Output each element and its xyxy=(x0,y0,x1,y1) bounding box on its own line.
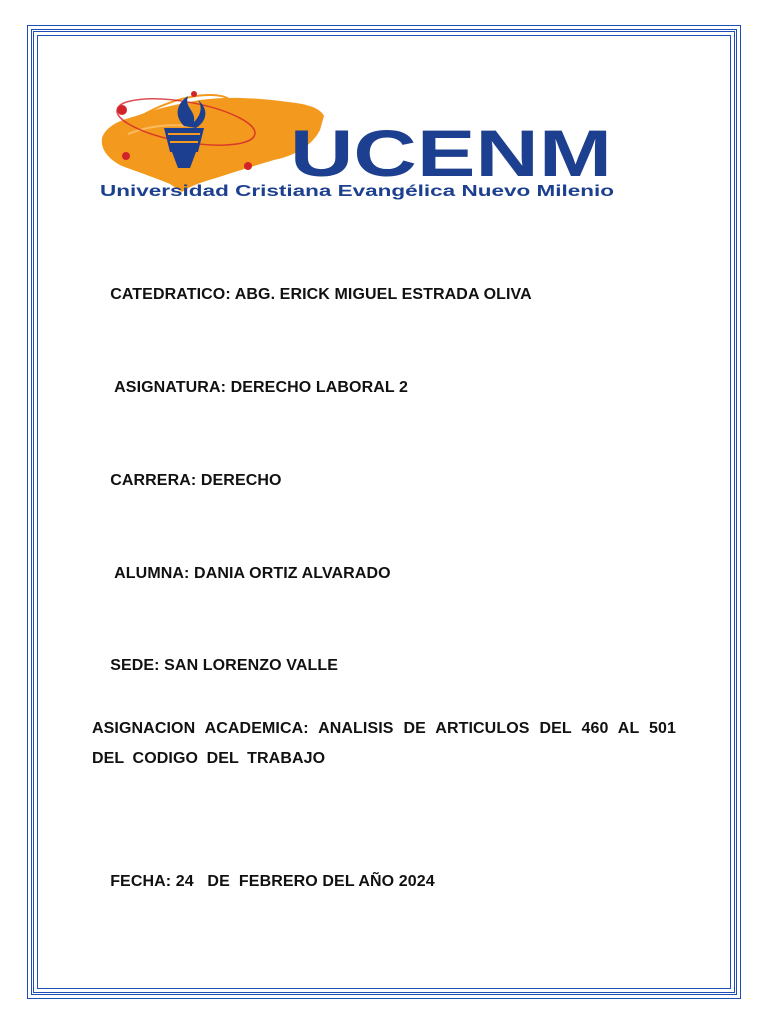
asignacion-value: ANALISIS DE ARTICULOS DEL 460 AL 501 DEL CODIGO DEL TRABAJO xyxy=(92,720,676,767)
fecha-line xyxy=(92,837,682,927)
carrera-line xyxy=(92,436,682,526)
alumna-line xyxy=(92,529,682,619)
alumna-label: ALUMNA: xyxy=(110,565,195,582)
alumna-value: DANIA ORTIZ ALVARADO xyxy=(194,565,391,582)
sede-label: SEDE: xyxy=(110,657,165,674)
asignatura-line xyxy=(92,343,682,433)
sede-line xyxy=(92,621,682,711)
carrera-label: CARRERA: xyxy=(110,472,201,489)
catedratico-line xyxy=(92,250,682,340)
fecha-value: 24 DE FEBRERO DEL AÑO 2024 xyxy=(175,873,435,890)
catedratico-value: ABG. ERICK MIGUEL ESTRADA OLIVA xyxy=(234,286,532,303)
asignatura-label: ASIGNATURA: xyxy=(110,379,231,396)
carrera-value: DERECHO xyxy=(200,472,282,489)
fecha-label: FECHA: xyxy=(110,873,176,890)
asignacion-label: ASIGNACION ACADEMICA: xyxy=(92,720,319,737)
asignatura-value: DERECHO LABORAL 2 xyxy=(230,379,409,396)
logo-full-name: Universidad Cristiana Evangélica Nuevo Milenio xyxy=(100,183,615,200)
catedratico-label: CATEDRATICO: xyxy=(110,286,235,303)
asignacion-line xyxy=(92,714,676,774)
red-dot-icon xyxy=(117,105,127,115)
ucenm-logo xyxy=(98,86,618,202)
sede-value: SAN LORENZO VALLE xyxy=(164,657,338,674)
logo-acronym: UCENM xyxy=(290,116,612,190)
